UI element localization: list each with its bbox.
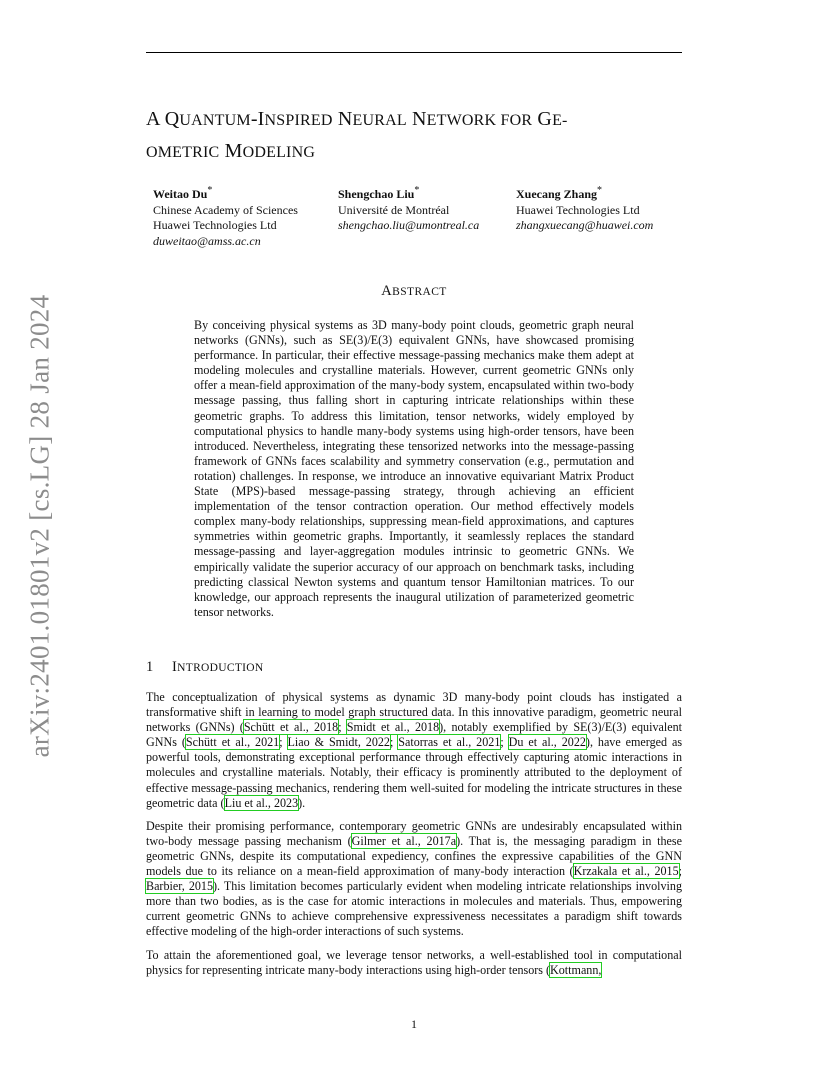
author-affiliation: Université de Montréal: [338, 202, 450, 217]
citation-link[interactable]: Schütt et al., 2018: [243, 720, 339, 735]
author-email: shengchao.liu@umontreal.ca: [338, 218, 480, 232]
author-3: [516, 183, 653, 234]
paragraph: Despite their promising performance, contemporary geometric GNNs are undesirably encapsulated within two-body message passing mechanism (Gilmer et al., 2017a). That is, the messaging paradigm in these geometric GNNs, despite its computational expediency, confines the expressive capabilities of the GNN models due to its reliance on a mean-field approximation of many-body interaction (Krzakala et al., 2015; Barbier, 2015). This limitation becomes particularly evident when modeling intricate relationships involving more than two bodies, as is the case for atomic interactions in molecules and materials. Thus, empowering current geometric GNNs to achieve comprehensive expressiveness necessitates a paradigm shift towards effective modeling of the high-order interactions of such systems.: [146, 818, 683, 939]
author-2: [338, 183, 479, 234]
author-email: zhangxuecang@huawei.com: [516, 218, 654, 232]
citation-link[interactable]: Barbier, 2015: [146, 879, 214, 894]
arxiv-identifier-stamp[interactable]: arXiv:2401.01801v2 [cs.LG] 28 Jan 2024: [24, 294, 55, 758]
citation-link[interactable]: Smidt et al., 2018: [346, 720, 440, 735]
citation-link[interactable]: Du et al., 2022: [508, 735, 586, 750]
author-affiliation: Chinese Academy of Sciences: [153, 202, 298, 217]
introduction-body: [146, 690, 682, 986]
paragraph: To attain the aforementioned goal, we leverage tensor networks, a well-established tool in computational physics for representing intricate many-body interactions using high-order tensors (Kottmann,: [146, 947, 682, 977]
author-name: Xuecang Zhang: [516, 187, 598, 201]
section-number: 1: [146, 659, 154, 675]
abstract-heading: ABSTRACT: [381, 283, 447, 299]
citation-link[interactable]: Kottmann,: [550, 962, 602, 977]
author-name: Shengchao Liu: [338, 187, 415, 201]
author-name: Weitao Du: [153, 187, 208, 201]
paragraph: The conceptualization of physical systems as dynamic 3D many-body point clouds has instigated a transformative shift in learning to model graph structured data. In this innovative paradigm, geometric neural networks (GNNs) (Schütt et al., 2018; Smidt et al., 2018), notably exemplified by SE(3)/E(3) equivalent GNNs (Schütt et al., 2021; Liao & Smidt, 2022; Satorras et al., 2021; Du et al., 2022), have emerged as powerful tools, demonstrating exceptional performance through effectively capturing atomic interactions in molecules and crystalline materials. Notably, their efficacy is prominently attributed to the deployment of effective message-passing mechanics, rendering them well-suited for modeling the intricate structures in these geometric data (Liu et al., 2023).: [146, 690, 683, 810]
author-affiliation: Huawei Technologies Ltd: [153, 218, 277, 232]
citation-link[interactable]: Satorras et al., 2021: [398, 735, 501, 750]
citation-link[interactable]: Krzakala et al., 2015: [573, 864, 679, 879]
citation-link[interactable]: Gilmer et al., 2017a: [351, 833, 457, 848]
top-rule: [146, 52, 682, 53]
author-affiliation: Huawei Technologies Ltd: [516, 202, 640, 217]
paper-title: A QUANTUM-INSPIRED NEURAL NETWORK FOR GE- OMETRIC MODELING: [146, 108, 568, 162]
citation-link[interactable]: Liu et al., 2023: [224, 795, 299, 810]
citation-link[interactable]: Schütt et al., 2021: [185, 735, 280, 750]
abstract-text: By conceiving physical systems as 3D many-body point clouds, geometric graph neural networks (GNNs), such as SE(3)/E(3) equivalent GNNs, have showcased promising performance. In particular, their effective message-passing mechanics make them adept at modeling molecules and crystalline materials. However, current geometric GNNs only offer a mean-field approximation of the many-body system, encapsulated within two-body message passing, thus falling short in capturing intricate relationships within these geometric graphs. To address this limitation, tensor networks, widely employed by computational physics to handle many-body systems using high-order tensors, have been introduced. Nevertheless, integrating these tensorized networks into the message-passing framework of GNNs faces scalability and symmetry conservation (e.g., permutation and rotation) challenges. In response, we introduce an innovative equivariant Matrix Product State (MPS)-based message-passing strategy, through achieving an efficient implementation of the tensor contraction operation. Our method effectively models complex many-body relationships, suppressing mean-field approximations, and captures symmetries within geometric graphs. Importantly, it seamlessly replaces the standard message-passing and layer-aggregation modules intrinsic to geometric GNNs. We empirically validate the superior accuracy of our approach on benchmark tasks, including predicting classical Newton systems and quantum tensor Hamiltonian matrices. To our knowledge, our approach represents the inaugural utilization of parameterized geometric tensor networks.: [194, 318, 634, 619]
page-number: 1: [411, 1017, 417, 1031]
section-heading-introduction: 1 INTRODUCTION: [146, 659, 264, 675]
author-email: duweitao@amss.ac.cn: [153, 233, 261, 248]
author-1: [153, 183, 298, 249]
citation-link[interactable]: Liao & Smidt, 2022: [287, 735, 390, 750]
equal-contribution-mark: *: [207, 185, 213, 196]
equal-contribution-mark: *: [414, 185, 420, 196]
equal-contribution-mark: *: [597, 185, 603, 196]
